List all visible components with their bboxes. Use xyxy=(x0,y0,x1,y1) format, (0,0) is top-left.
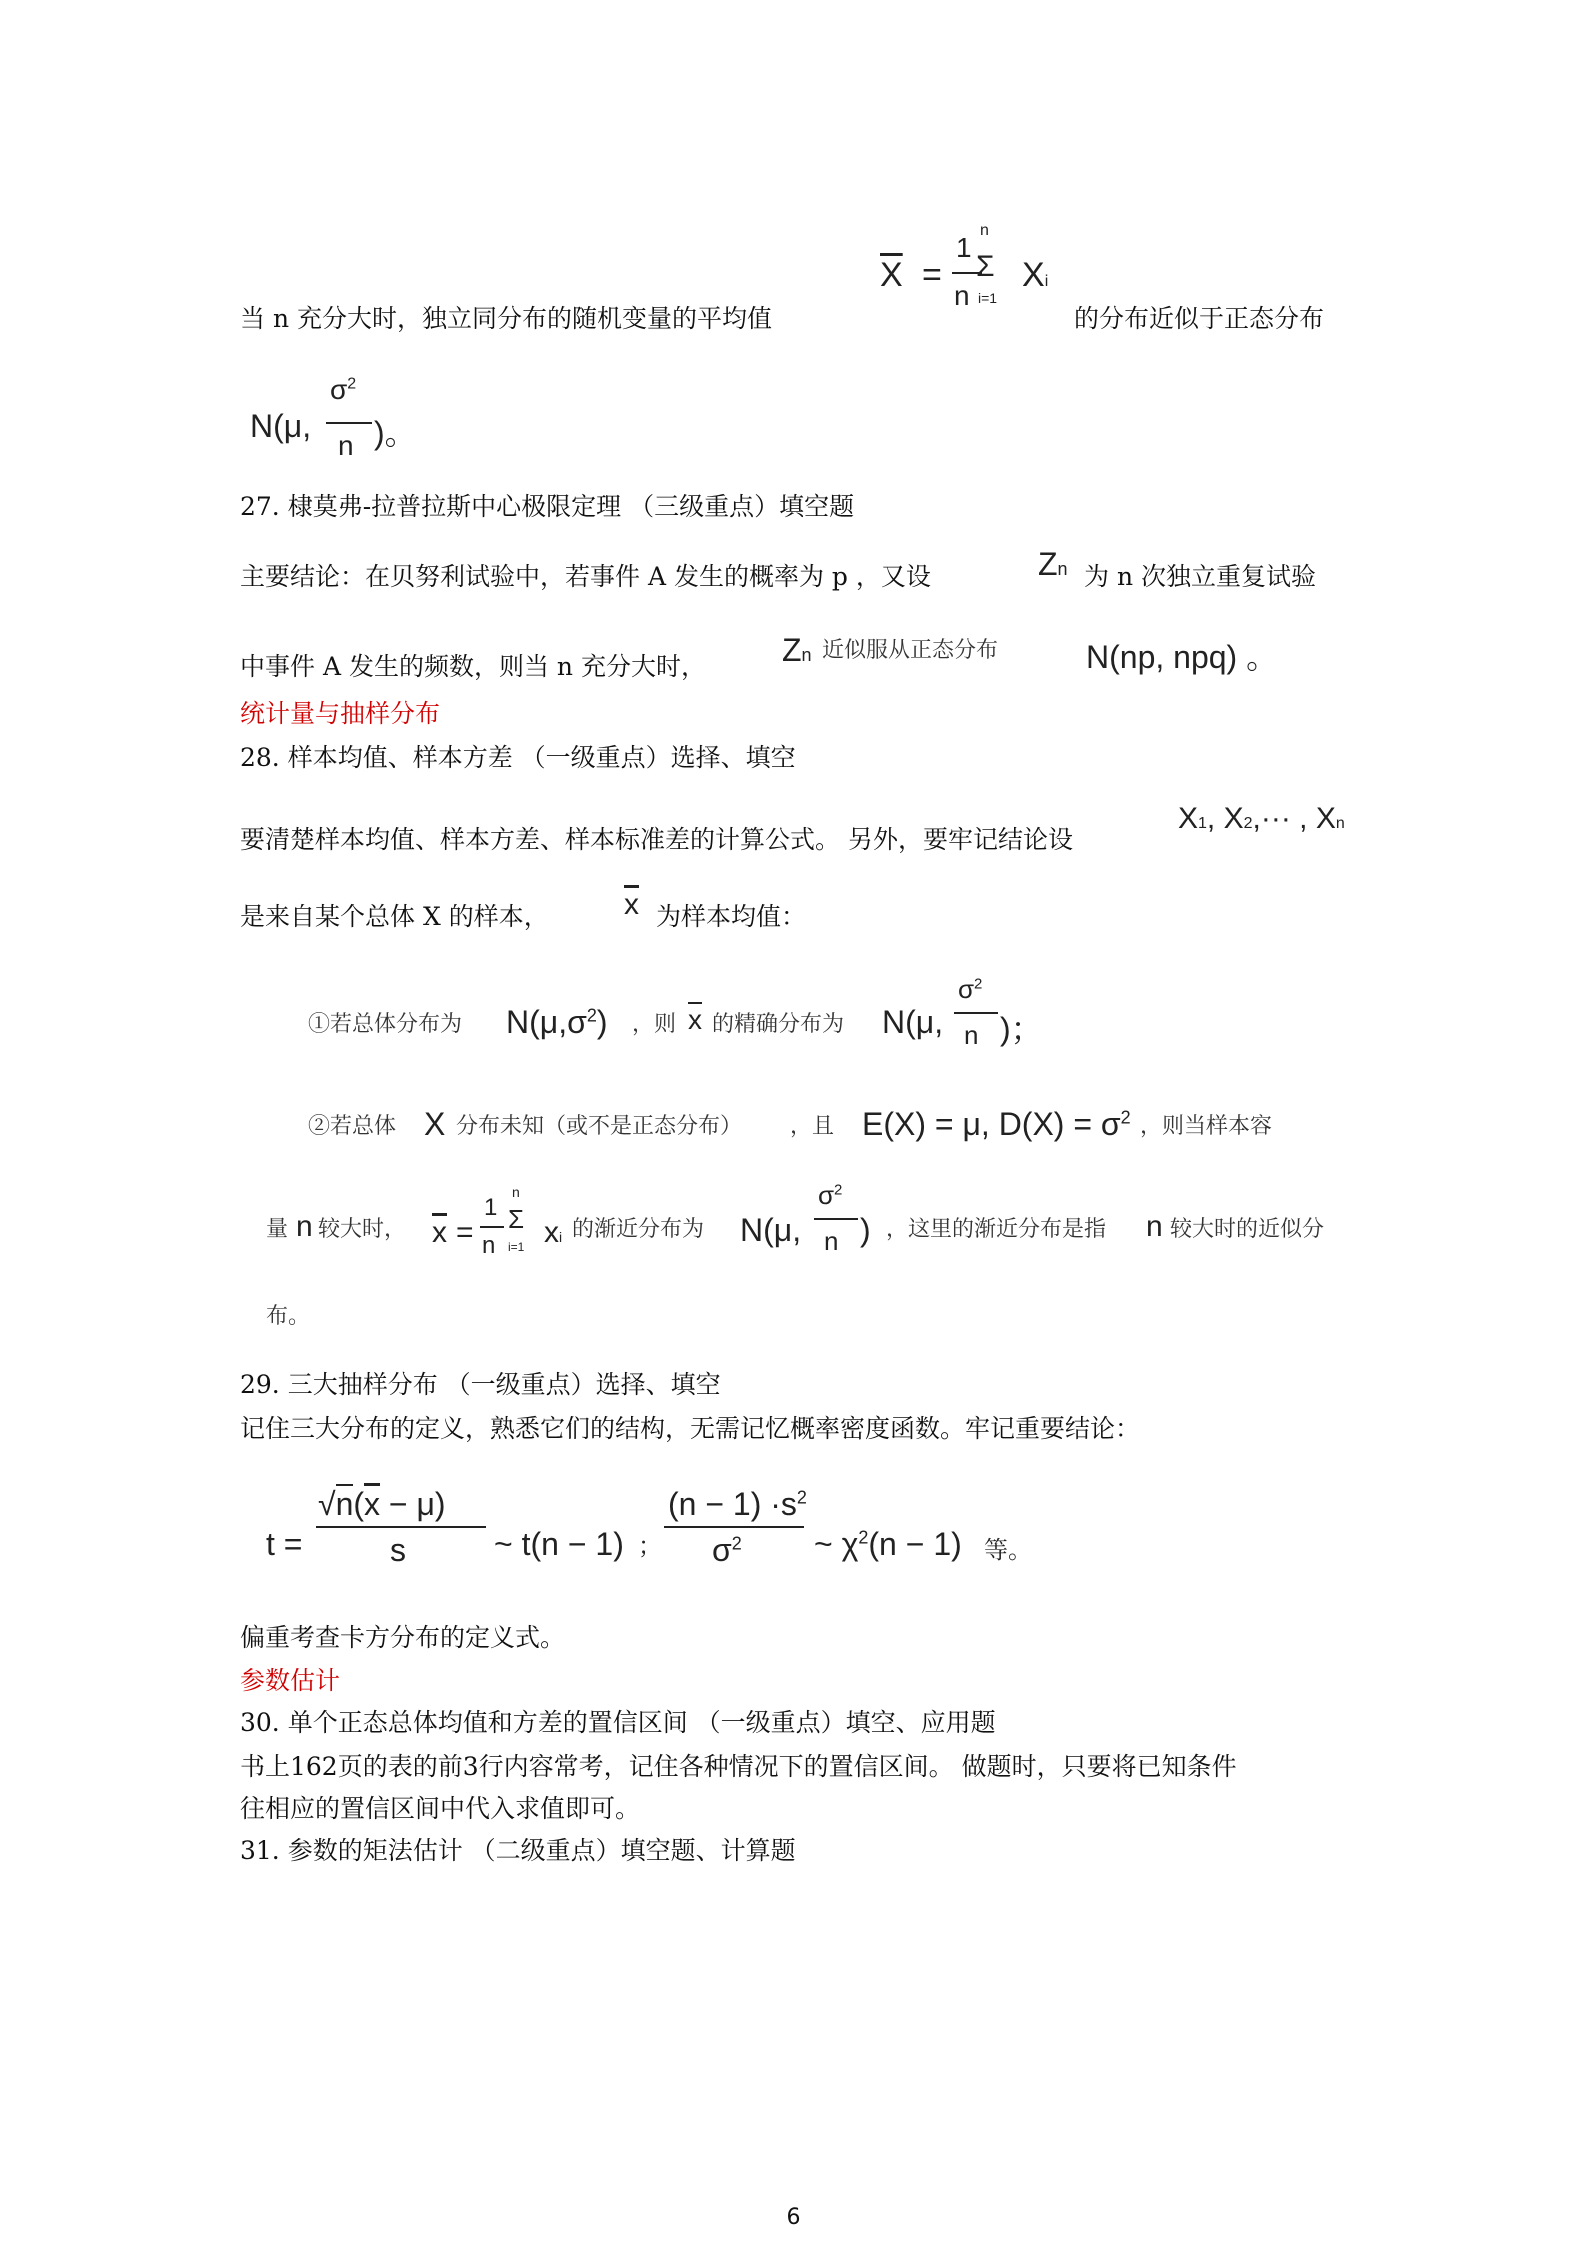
section-heading: 31. 参数的矩法估计 （二级重点）填空题、计算题 xyxy=(240,1836,796,1865)
text-line: 当 n 充分大时，独立同分布的随机变量的平均值 xyxy=(240,304,772,333)
text-line: 为样本均值： xyxy=(656,902,807,931)
section-heading: 30. 单个正态总体均值和方差的置信区间 （一级重点）填空、应用题 xyxy=(240,1708,996,1737)
text-line: 量 xyxy=(266,1217,289,1242)
text-line: ，则当样本容 xyxy=(1140,1114,1273,1139)
text-line: 中事件 A 发生的频数，则当 n 充分大时， xyxy=(240,652,706,681)
text-line: 的精确分布为 xyxy=(712,1012,845,1037)
text-line: ①若总体分布为 xyxy=(308,1012,463,1037)
text-line: 为 n 次独立重复试验 xyxy=(1084,562,1316,591)
text-line: 要清楚样本均值、样本方差、样本标准差的计算公式。 另外，要牢记结论设 xyxy=(240,825,1073,854)
formula-binomial-normal: N(np, npq) 。 xyxy=(1086,639,1279,675)
formula-n: n xyxy=(296,1210,313,1243)
chapter-heading: 参数估计 xyxy=(240,1666,341,1695)
text-line: ，且 xyxy=(790,1114,835,1139)
section-heading: 28. 样本均值、样本方差 （一级重点）选择、填空 xyxy=(240,743,796,772)
text-line: ，这里的渐近分布是指 xyxy=(886,1217,1107,1242)
text-line: 记住三大分布的定义，熟悉它们的结构，无需记忆概率密度函数。牢记重要结论： xyxy=(240,1414,1141,1443)
formula-zn: Zn xyxy=(1038,546,1068,582)
formula-xbar: $\overline{x}$ xyxy=(624,888,639,921)
text-line: 布。 xyxy=(266,1304,311,1329)
text-line: 是来自某个总体 X 的样本， xyxy=(240,902,549,931)
section-heading: 27. 棣莫弗-拉普拉斯中心极限定理 （三级重点）填空题 xyxy=(240,492,855,521)
text-line: 往相应的置信区间中代入求值即可。 xyxy=(240,1794,641,1823)
text-line: 分布未知（或不是正态分布） xyxy=(456,1114,743,1139)
text-line: 主要结论：在贝努利试验中，若事件 A 发生的概率为 p ，又设 xyxy=(240,562,931,591)
text-line: ②若总体 xyxy=(308,1114,397,1139)
formula-zn: Zn xyxy=(782,632,812,668)
formula-population-normal: $N(\mu,\sigma^2)$ xyxy=(506,1004,608,1040)
formula-xbar: $\overline{x}$ xyxy=(688,1004,702,1035)
text-line: ，则 xyxy=(632,1012,677,1037)
formula-x: X xyxy=(424,1106,446,1142)
formula-n: n xyxy=(1146,1210,1163,1243)
page-number: 6 xyxy=(786,2205,801,2230)
section-heading: 29. 三大抽样分布 （一级重点）选择、填空 xyxy=(240,1370,721,1399)
text-line: 的分布近似于正态分布 xyxy=(1074,304,1325,333)
formula-sample: X1, X2,··· , Xn xyxy=(1178,802,1345,835)
text-line: 书上162页的表的前3行内容常考，记住各种情况下的置信区间。 做题时，只要将已知条件 xyxy=(240,1752,1237,1781)
text-line: 近似服从正态分布 xyxy=(822,638,999,663)
text-line: 的渐近分布为 xyxy=(572,1217,705,1242)
text-line: 偏重考查卡方分布的定义式。 xyxy=(240,1623,566,1652)
text-line: 较大时， xyxy=(318,1217,407,1242)
text-line: 较大时的近似分 xyxy=(1170,1217,1325,1242)
formula-moments: E(X) = μ, $D(X) = \sigma^2$ xyxy=(862,1106,1131,1142)
chapter-heading: 统计量与抽样分布 xyxy=(240,699,441,728)
